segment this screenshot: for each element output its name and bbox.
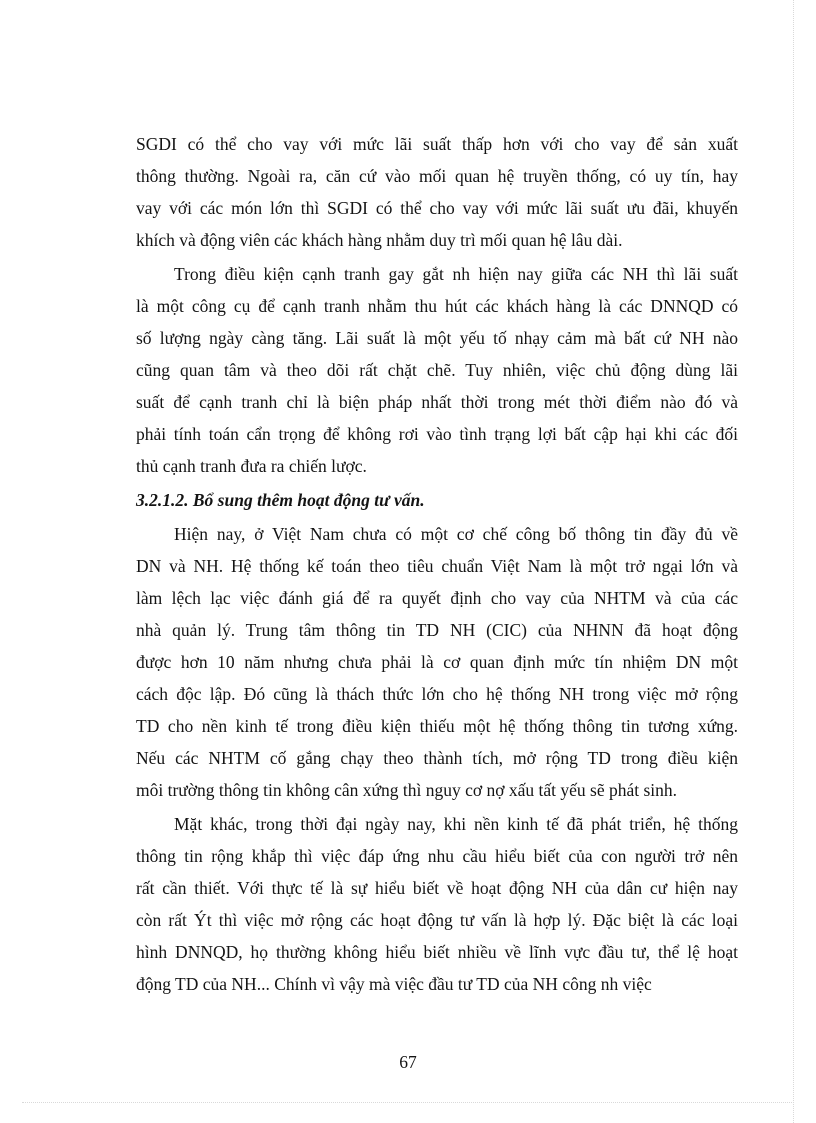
text-line: DN và NH. Hệ thống kế toán theo tiêu chuẩn Việt Nam là một trở ngại lớn và bbox=[136, 556, 738, 576]
page-edge-right bbox=[793, 0, 794, 1123]
text-line: môi trường thông tin không cân xứng thì nguy cơ nợ xấu tất yếu sẽ phát sinh. bbox=[136, 780, 678, 800]
text-line: hình DNNQD, họ thường không hiểu biết nhiều về lĩnh vực đầu tư, thể lệ hoạt bbox=[136, 942, 738, 962]
text-line: nhà quản lý. Trung tâm thông tin TD NH (CIC) của NHNN đã hoạt động bbox=[136, 620, 738, 640]
text-line: khích và động viên các khách hàng nhằm duy trì mối quan hệ lâu dài. bbox=[136, 230, 623, 250]
section-heading: 3.2.1.2. Bổ sung thêm hoạt động tư vấn. bbox=[136, 490, 425, 510]
document-body bbox=[136, 128, 738, 1000]
text-line: thủ cạnh tranh đưa ra chiến lược. bbox=[136, 456, 367, 476]
text-line: suất để cạnh tranh chỉ là biện pháp nhất thời trong mét thời điểm nào đó và bbox=[136, 392, 738, 412]
text-line: Nếu các NHTM cố gắng chạy theo thành tích, mở rộng TD trong điều kiện bbox=[136, 748, 738, 768]
text-line: còn rất Ýt thì việc mở rộng các hoạt động tư vấn là hợp lý. Đặc biệt là các loại bbox=[136, 910, 738, 930]
text-line: được hơn 10 năm nhưng chưa phải là cơ quan định mức tín nhiệm DN một bbox=[136, 652, 738, 672]
text-line: động TD của NH... Chính vì vậy mà việc đầu tư TD của NH công nh việc bbox=[136, 974, 652, 994]
text-line: cách độc lập. Đó cũng là thách thức lớn cho hệ thống NH trong việc mở rộng bbox=[136, 684, 738, 704]
text-line: phải tính toán cẩn trọng để không rơi vào tình trạng lợi bất cập hại khi các đối bbox=[136, 424, 738, 444]
section-heading-block bbox=[136, 484, 738, 516]
text-line: thông tin rộng khắp thì việc đáp ứng nhu cầu hiểu biết của con người trở nên bbox=[136, 846, 738, 866]
paragraph-3 bbox=[136, 518, 738, 806]
text-line: TD cho nền kinh tế trong điều kiện thiếu một hệ thống thông tin tương xứng. bbox=[136, 716, 738, 736]
page-edge-bottom bbox=[22, 1102, 794, 1103]
text-line: làm lệch lạc việc đánh giá để ra quyết định cho vay của NHTM và của các bbox=[136, 588, 738, 608]
text-line: cũng quan tâm và theo dõi rất chặt chẽ. Tuy nhiên, việc chủ động dùng lãi bbox=[136, 360, 738, 380]
text-line: số lượng ngày càng tăng. Lãi suất là một yếu tố nhạy cảm mà bất cứ NH nào bbox=[136, 328, 738, 348]
paragraph-1 bbox=[136, 128, 738, 256]
text-line: Mặt khác, trong thời đại ngày nay, khi nền kinh tế đã phát triển, hệ thống bbox=[174, 814, 738, 834]
paragraph-4 bbox=[136, 808, 738, 1000]
text-line: Hiện nay, ở Việt Nam chưa có một cơ chế công bố thông tin đầy đủ về bbox=[174, 524, 738, 544]
text-line: thông thường. Ngoài ra, căn cứ vào mối quan hệ truyền thống, có uy tín, hay bbox=[136, 166, 738, 186]
paragraph-2 bbox=[136, 258, 738, 482]
text-line: rất cần thiết. Với thực tế là sự hiểu biết về hoạt động NH của dân cư hiện nay bbox=[136, 878, 738, 898]
text-line: vay với các món lớn thì SGDI có thể cho vay với mức lãi suất ưu đãi, khuyến bbox=[136, 198, 738, 218]
text-line: SGDI có thể cho vay với mức lãi suất thấp hơn với cho vay để sản xuất bbox=[136, 134, 738, 154]
page-number: 67 bbox=[399, 1052, 417, 1072]
text-line: là một công cụ để cạnh tranh nhằm thu hút các khách hàng là các DNNQD có bbox=[136, 296, 738, 316]
text-line: Trong điều kiện cạnh tranh gay gắt nh hiện nay giữa các NH thì lãi suất bbox=[174, 264, 738, 284]
